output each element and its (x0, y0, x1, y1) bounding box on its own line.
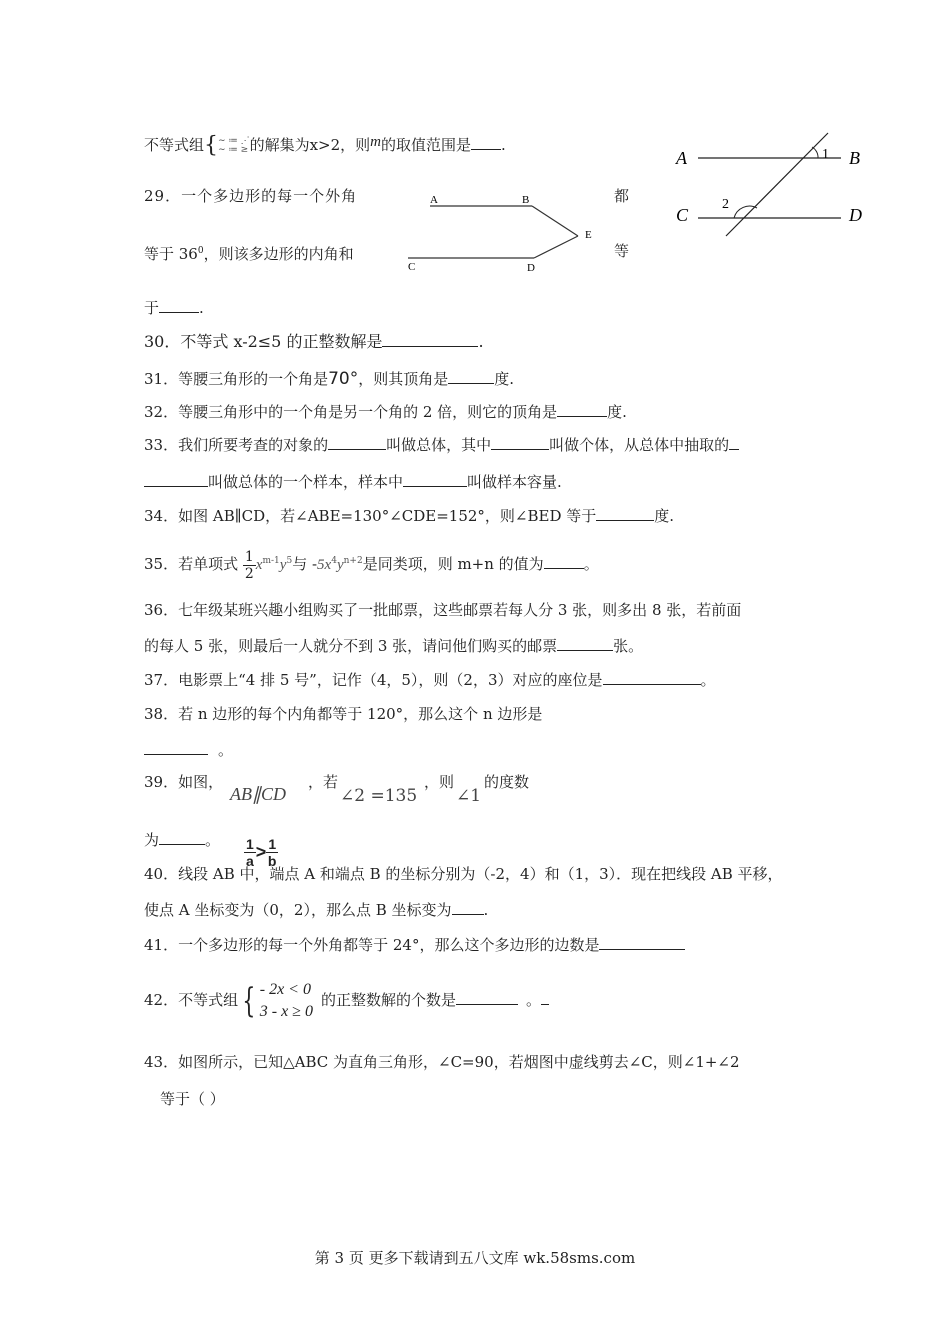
q38-end: 。 (218, 741, 234, 759)
q39-end: 。 (205, 831, 221, 849)
q42-prefix: 42．不等式组 (144, 991, 239, 1009)
q33-text-b: 叫做总体，其中 (386, 436, 492, 454)
q29-text-c: ，则该多边形的内角和 (203, 245, 354, 263)
q29-sup: 0 (197, 246, 204, 256)
answer-blank[interactable] (448, 369, 494, 384)
q28-suffix: 的解集为x>2，则 (249, 136, 371, 154)
q29-text-d: 于 (144, 299, 160, 317)
answer-blank[interactable] (603, 670, 701, 685)
q29-text-b: 等于 36 (144, 245, 198, 263)
q42-rest: 的正整数解的个数是 (320, 991, 456, 1009)
overlay-den2: b (267, 853, 277, 869)
q40-text: 使点 A 坐标变为（0，2），那么点 B 坐标变为 (144, 901, 452, 919)
question-38-line2 (144, 740, 233, 760)
label-angle-1: 1 (822, 147, 829, 162)
label-C: C (408, 261, 416, 273)
fraction-one-half (243, 549, 256, 582)
q34-end: 度. (654, 507, 675, 525)
question-29-line2 (144, 241, 354, 264)
garbled-system: ∼ ≔ ⋰ ∼ ≔ ≥ (218, 136, 250, 155)
q35-x: x (255, 557, 263, 573)
label-B: B (522, 194, 530, 206)
answer-blank[interactable] (144, 472, 208, 487)
q33-text-d: 叫做总体的一个样本，样本中 (208, 473, 404, 491)
q41-text: 41．一个多边形的每一个外角都等于 24°，那么这个多边形的边数是 (144, 936, 600, 954)
q42-ineq2: 3 - x ≥ 0 (259, 1003, 313, 1020)
q35-text: 35．若单项式 (144, 555, 239, 573)
question-40-line1: 40．线段 AB 中，端点 A 和端点 B 的坐标分别为（-2，4）和（1，3）．现在把线段 AB 平移， (144, 865, 783, 883)
answer-blank[interactable] (382, 332, 478, 347)
q33-text-e: 叫做样本容量. (467, 473, 562, 491)
q39-then: ，则 (424, 773, 455, 791)
q42-ineq1: - 2x < 0 (259, 981, 311, 998)
q36-end: 张。 (613, 637, 644, 655)
q35-y-exp: 5 (286, 556, 293, 566)
q39-parallel: AB∥CD (230, 784, 286, 804)
question-31 (144, 369, 514, 389)
question-36-line2 (144, 636, 643, 656)
answer-blank[interactable] (557, 402, 607, 417)
question-29-line3 (144, 298, 204, 318)
inequality-system (260, 979, 313, 1023)
question-36-line1: 36．七年级某班兴趣小组购买了一批邮票，这些邮票若每人分 3 张，则多出 8 张，若前面 (144, 601, 742, 619)
q35-x-exp: m-1 (262, 556, 280, 566)
overlay-gt: > (255, 842, 267, 862)
q37-end: 。 (700, 671, 716, 689)
answer-blank[interactable] (159, 298, 199, 313)
q35-with: 与 - (292, 555, 318, 573)
question-30 (144, 332, 484, 352)
question-29-line2c: 等 (614, 242, 630, 260)
q31-end: 度. (494, 370, 515, 388)
label-angle-2: 2 (722, 197, 729, 212)
question-38-line1: 38．若 n 边形的每个内角都等于 120°，那么这个 n 边形是 (144, 705, 543, 723)
answer-blank[interactable] (159, 830, 205, 845)
q39-given: ∠2 =135 (340, 786, 418, 806)
figure-abcde (400, 188, 610, 278)
overlay-den1: a (246, 853, 254, 869)
q35-y: y (279, 557, 287, 573)
question-43-line2: 等于（ ） (160, 1090, 225, 1108)
q31-rest: ，则其顶角是 (358, 370, 449, 388)
answer-blank[interactable] (599, 935, 685, 950)
figure-parallel-lines (668, 128, 878, 243)
label-E: E (585, 229, 592, 241)
answer-blank[interactable] (471, 135, 501, 150)
answer-blank[interactable] (328, 435, 386, 450)
q35-rest: 是同类项，则 m+n 的值为 (362, 555, 544, 573)
q42-end: 。 (525, 991, 541, 1009)
q39-rest: 的度数 (484, 773, 530, 791)
label-C: C (676, 205, 689, 225)
q31-angle: 70° (328, 369, 359, 389)
q35-end: 。 (583, 555, 599, 573)
q37-text: 37．电影票上“4 排 5 号”，记作（4，5），则（2，3）对应的座位是 (144, 671, 603, 689)
q28-rest: 的取值范围是 (381, 136, 472, 154)
question-42 (144, 972, 549, 1028)
question-39-line2 (144, 830, 220, 850)
label-D: D (849, 205, 862, 225)
q34-text: 34．如图 AB∥CD，若∠ABE=130°∠CDE=152°，则∠BED 等于 (144, 507, 597, 525)
question-32 (144, 402, 627, 422)
question-33-line1 (144, 435, 739, 455)
question-34 (144, 506, 674, 526)
q39-prefix: 39．如图， (144, 773, 224, 791)
q35-term2: 5x (317, 557, 332, 573)
q32-text: 32．等腰三角形中的一个角是另一个角的 2 倍，则它的顶角是 (144, 403, 558, 421)
q30-end: . (478, 332, 484, 351)
overlay-num2: 1 (268, 836, 277, 852)
question-29-line1b: 都 (614, 187, 630, 205)
q32-end: 度. (607, 403, 627, 421)
q33-text-c: 叫做个体，从总体中抽取的 (549, 436, 730, 454)
answer-blank[interactable] (491, 435, 549, 450)
system-brace: { (242, 981, 256, 1021)
q29-end: . (199, 299, 204, 317)
question-41 (144, 935, 685, 955)
label-B: B (849, 148, 860, 168)
answer-blank[interactable] (544, 554, 584, 569)
q28-prefix: 不等式组 (144, 136, 205, 154)
overlay-num1: 1 (246, 836, 254, 852)
answer-blank[interactable] (403, 472, 467, 487)
q39-angle1: ∠1 (456, 786, 482, 806)
q39-wei: 为 (144, 831, 160, 849)
q36-text: 的每人 5 张，则最后一人就分不到 3 张，请问他们购买的邮票 (144, 637, 558, 655)
answer-blank[interactable] (452, 900, 484, 915)
q29-text-a: 29．一个多边形的每一个外角 (144, 187, 358, 205)
question-37 (144, 670, 716, 690)
q35-term2-y-exp: n+2 (343, 556, 363, 566)
frac-den: 2 (244, 565, 254, 582)
q28-end: . (501, 136, 506, 154)
q35-term2-y: y (336, 557, 344, 573)
system-brace-small: { (204, 133, 219, 158)
answer-blank[interactable] (596, 506, 654, 521)
question-40-line2 (144, 900, 488, 920)
answer-blank[interactable] (729, 435, 739, 450)
answer-blank[interactable] (456, 990, 518, 1005)
question-29-line1 (144, 186, 357, 206)
q40-end: . (483, 901, 489, 919)
q33-text-a: 33．我们所要考查的对象的 (144, 436, 329, 454)
question-33-line2 (144, 472, 562, 492)
question-35 (144, 548, 599, 588)
label-D: D (527, 262, 535, 274)
q30-text: 30．不等式 x-2≤5 的正整数解是 (144, 332, 383, 351)
answer-blank[interactable] (557, 636, 613, 651)
q39-comma: ，若 (308, 773, 339, 791)
label-A: A (676, 148, 687, 168)
frac-num: 1 (244, 548, 254, 565)
question-39-line1 (144, 772, 223, 792)
label-A: A (430, 194, 438, 206)
question-43-line1: 43．如图所示，已知△ABC 为直角三角形，∠C=90，若烟图中虚线剪去∠C，则∠1+∠2 (144, 1053, 740, 1071)
q35-term2-exp: 4 (331, 556, 337, 566)
answer-blank[interactable] (144, 740, 208, 755)
question-28 (144, 132, 506, 156)
q31-text: 31．等腰三角形的一个角是 (144, 370, 329, 388)
q28-var-m: m (370, 134, 381, 150)
page-footer: 第 3 页 更多下载请到五八文库 wk.58sms.com (314, 1249, 636, 1267)
answer-blank[interactable] (541, 990, 549, 1005)
